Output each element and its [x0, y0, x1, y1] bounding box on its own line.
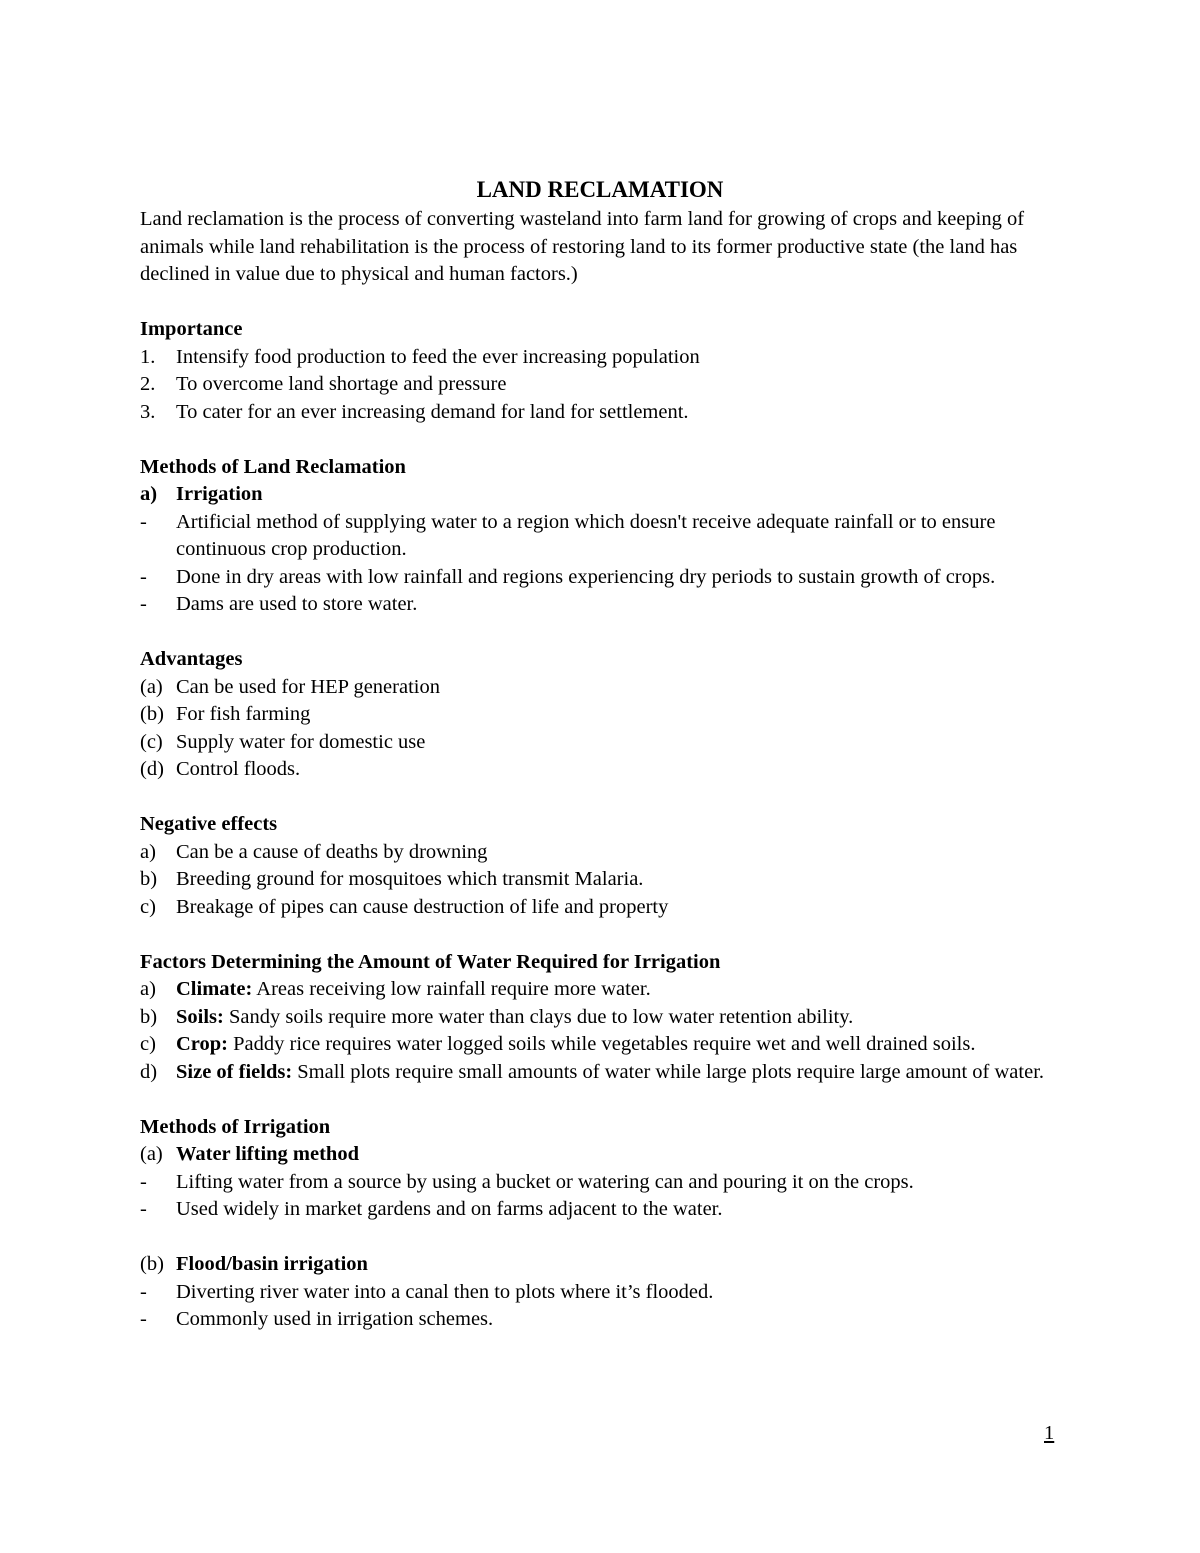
factor-label: Soils: — [176, 1005, 224, 1028]
list-marker: 3. — [140, 400, 156, 423]
intro-paragraph: Land reclamation is the process of converting wasteland into farm land for growing of crops and keeping of animals while land rehabilitation is the process of restoring land to its former productive state (the land has declined in value due to physical and human factors.) — [140, 208, 1025, 285]
importance-list — [140, 344, 1060, 427]
list-text: Lifting water from a source by using a bucket or watering can and pouring it on the crops. — [176, 1170, 914, 1193]
subheading-text: Flood/basin irrigation — [176, 1253, 368, 1275]
list-marker: c) — [140, 895, 156, 918]
list-marker: (c) — [140, 730, 163, 753]
list-text: To overcome land shortage and pressure — [176, 373, 507, 395]
bullet-dash: - — [140, 1198, 147, 1220]
list-marker: b) — [140, 868, 158, 890]
list-item — [140, 1169, 1060, 1197]
subheading-text: Water lifting method — [176, 1143, 359, 1165]
bullet-dash: - — [140, 510, 147, 533]
list-marker: a) — [140, 483, 158, 505]
list-item — [140, 509, 1060, 564]
bullet-dash: - — [140, 1170, 147, 1193]
list-text: Intensify food production to feed the ever increasing population — [176, 345, 700, 368]
list-text: Artificial method of supplying water to a region which doesn't receive adequate rainfall or to ensure continuous crop production. — [176, 510, 996, 560]
list-item — [140, 1196, 1060, 1224]
factor-text: Small plots require small amounts of water while large plots require large amount of water. — [292, 1060, 1045, 1083]
negative-effects-list — [140, 839, 1060, 922]
list-item — [140, 729, 1060, 757]
irrigation-subheading — [140, 481, 1060, 509]
negative-effects-heading: Negative effects — [140, 813, 278, 835]
factor-text: Sandy soils require more water than clays due to low water retention ability. — [223, 1005, 854, 1028]
factor-label: Crop: — [176, 1033, 229, 1055]
bullet-dash: - — [140, 593, 147, 615]
bullet-dash: - — [140, 565, 147, 588]
list-item — [140, 1279, 1060, 1307]
list-marker: (a) — [140, 1143, 163, 1165]
list-item — [140, 399, 1060, 427]
list-item — [140, 1031, 1060, 1059]
list-marker: b) — [140, 1005, 158, 1028]
list-text: Can be used for HEP generation — [176, 675, 440, 698]
list-marker: (a) — [140, 675, 163, 698]
list-item — [140, 839, 1060, 867]
bullet-dash: - — [140, 1280, 147, 1303]
list-marker: a) — [140, 840, 156, 863]
list-item — [140, 756, 1060, 784]
advantages-heading: Advantages — [140, 648, 243, 670]
flood-irrigation-bullets — [140, 1279, 1060, 1334]
factors-heading: Factors Determining the Amount of Water Required for Irrigation — [140, 950, 721, 973]
list-item — [140, 344, 1060, 372]
factors-list — [140, 976, 1060, 1086]
list-item — [140, 701, 1060, 729]
methods-heading: Methods of Land Reclamation — [140, 455, 406, 478]
subheading-text: Irrigation — [176, 483, 263, 505]
list-marker: a) — [140, 978, 156, 1000]
irrigation-bullets — [140, 509, 1060, 619]
bullet-dash: - — [140, 1308, 147, 1330]
list-item — [140, 894, 1060, 922]
list-text: To cater for an ever increasing demand for land for settlement. — [176, 400, 689, 423]
list-text: For fish farming — [176, 703, 311, 725]
list-item — [140, 564, 1060, 592]
list-text: Breeding ground for mosquitoes which transmit Malaria. — [176, 868, 644, 890]
list-marker: (b) — [140, 703, 164, 725]
list-text: Supply water for domestic use — [176, 730, 426, 753]
page-title: LAND RECLAMATION — [476, 177, 724, 202]
list-text: Breakage of pipes can cause destruction of life and property — [176, 895, 669, 918]
list-item — [140, 371, 1060, 399]
flood-irrigation-subheading — [140, 1251, 1060, 1279]
list-marker: 1. — [140, 345, 156, 368]
list-text: Done in dry areas with low rainfall and regions experiencing dry periods to sustain growth of crops. — [176, 565, 996, 588]
factor-text: Areas receiving low rainfall require more water. — [252, 978, 651, 1000]
list-marker: 2. — [140, 373, 156, 395]
advantages-list — [140, 674, 1060, 784]
list-item — [140, 976, 1060, 1004]
list-item — [140, 866, 1060, 894]
importance-heading: Importance — [140, 318, 243, 340]
list-item — [140, 1306, 1060, 1334]
list-text: Commonly used in irrigation schemes. — [176, 1308, 494, 1330]
list-text: Diverting river water into a canal then to plots where it’s flooded. — [176, 1280, 714, 1303]
factor-label: Climate: — [176, 978, 253, 1000]
list-item — [140, 674, 1060, 702]
irrigation-methods-heading: Methods of Irrigation — [140, 1115, 331, 1138]
list-text: Can be a cause of deaths by drowning — [176, 840, 488, 863]
page-number: 1 — [1044, 1422, 1055, 1444]
factor-label: Size of fields: — [176, 1060, 293, 1083]
list-marker: (b) — [140, 1253, 164, 1275]
list-marker: (d) — [140, 758, 164, 780]
list-text: Used widely in market gardens and on farms adjacent to the water. — [176, 1198, 723, 1220]
water-lifting-subheading — [140, 1141, 1060, 1169]
list-item — [140, 591, 1060, 619]
water-lifting-bullets — [140, 1169, 1060, 1224]
list-item — [140, 1004, 1060, 1032]
list-marker: d) — [140, 1060, 158, 1083]
list-text: Control floods. — [176, 758, 301, 780]
list-item — [140, 1059, 1060, 1087]
factor-text: Paddy rice requires water logged soils while vegetables require wet and well drained soils. — [228, 1033, 976, 1055]
list-marker: c) — [140, 1033, 156, 1055]
list-text: Dams are used to store water. — [176, 593, 418, 615]
